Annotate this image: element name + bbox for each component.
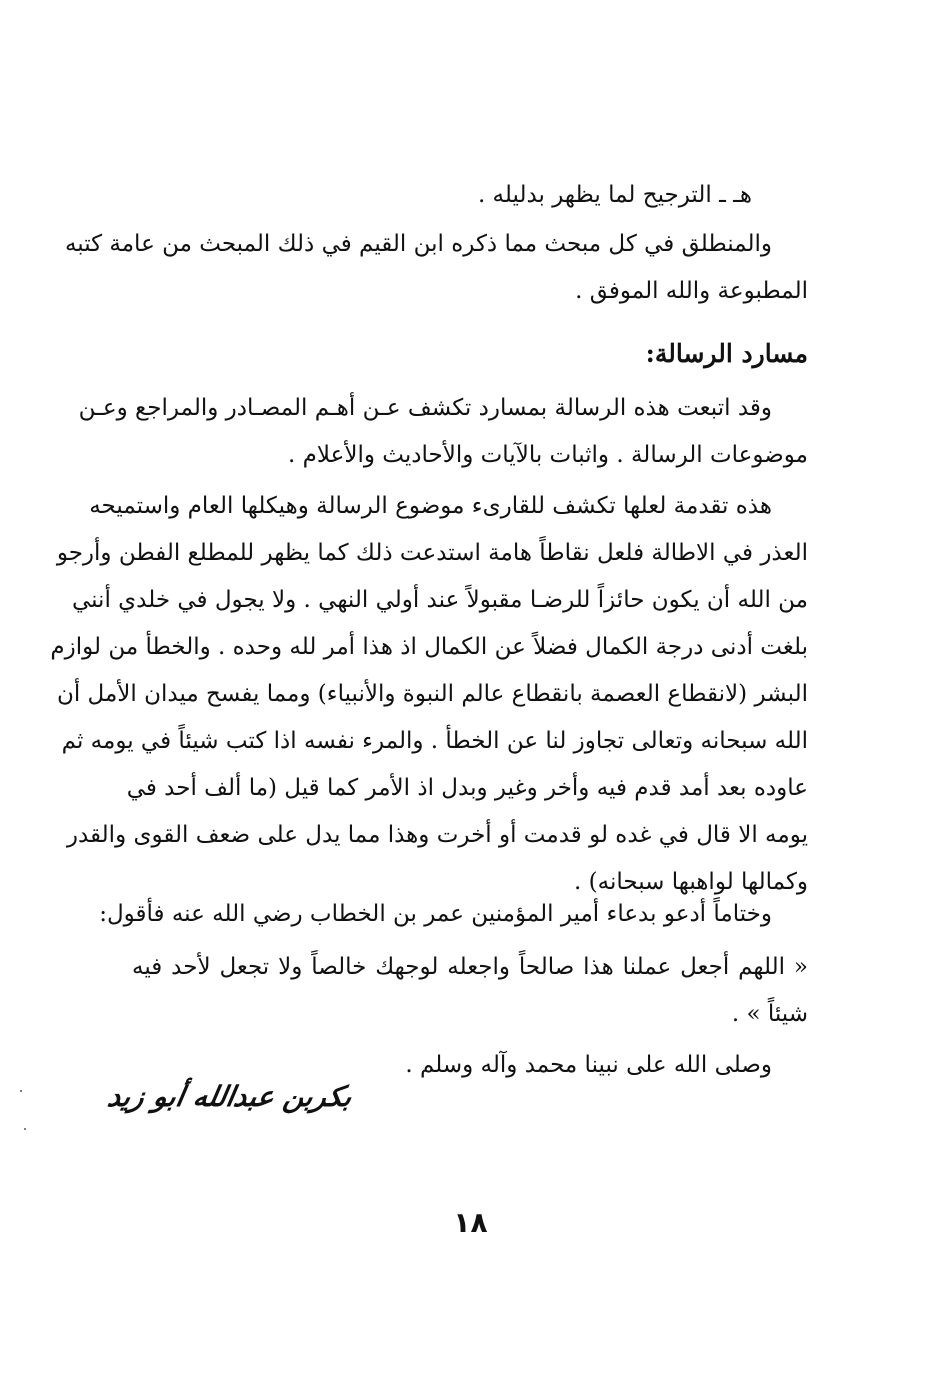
paragraph-line: وختاماً أدعو بدعاء أمير المؤمنين عمر بن الخطاب رضي الله عنه فأقول: — [99, 901, 772, 927]
paragraph-line: وكمالها لواهبها سبحانه) . — [574, 869, 808, 895]
salutation-text: وصلى الله على نبينا محمد وآله وسلم . — [405, 1052, 772, 1078]
paragraph-line: يومه الا قال في غده لو قدمت أو أخرت وهذا مما يدل على ضعف القوى والقدر — [66, 822, 808, 848]
paragraph-line: العذر في الاطالة فلعل نقاطاً هامة استدعت ذلك كما يظهر للمطلع الفطن وأرجو — [56, 540, 808, 566]
page-number: ١٨ — [453, 1206, 488, 1239]
paragraph-line: عاوده بعد أمد قدم فيه وأخر وغير وبدل اذ الأمر كما قيل (ما ألف أحد في — [126, 775, 808, 801]
paragraph-line: « اللهم أجعل عملنا هذا صالحاً واجعله لوجهك خالصاً ولا تجعل لأحد فيه — [132, 954, 808, 980]
paragraph-indexes — [78, 385, 808, 479]
paragraph-line: موضوعات الرسالة . واثبات بالآيات والأحاديث والأعلام . — [288, 442, 808, 468]
paragraph-line: من الله أن يكون حائزاً للرضـا مقبولاً عند أولي النهي . ولا يجول في خلدي أنني — [71, 587, 808, 613]
paragraph-line: والمنطلق في كل مبحث مما ذكره ابن القيم في ذلك المبحث من عامة كتبه — [64, 231, 772, 257]
list-item-h-text: هـ ـ الترجيح لما يظهر بدليله . — [477, 182, 752, 208]
prayer-quote — [132, 944, 808, 1038]
list-item-h — [132, 172, 808, 219]
author-signature: بكربن عبدالله أبو زيد — [105, 1080, 355, 1113]
paragraph-line: بلغت أدنى درجة الكمال فضلاً عن الكمال اذ هذا أمر لله وحده . والخطأ من لوازم — [50, 634, 808, 660]
paragraph-line: المطبوعة والله الموفق . — [575, 278, 808, 304]
paragraph-approach — [64, 221, 808, 315]
paragraph-line: هذه تقدمة لعلها تكشف للقارىء موضوع الرسالة وهيكلها العام واستميحه — [89, 493, 772, 519]
paragraph-line: البشر (لانقطاع العصمة بانقطاع عالم النبوة والأنبياء) ومما يفسح ميدان الأمل أن — [56, 681, 808, 707]
paragraph-line: الله سبحانه وتعالى تجاوز لنا عن الخطأ . والمرء نفسه اذا كتب شيئاً في يومه ثم — [61, 728, 808, 754]
scan-speck — [20, 1090, 22, 1092]
paragraph-intro — [50, 483, 808, 906]
section-heading: مسارد الرسالة: — [645, 339, 808, 368]
paragraph-closing — [99, 891, 808, 938]
scan-speck — [24, 1128, 26, 1130]
paragraph-line: شيئاً » . — [731, 1001, 808, 1027]
paragraph-line: وقد اتبعت هذه الرسالة بمسارد تكشف عـن أهـم المصـادر والمراجع وعـن — [78, 395, 772, 421]
